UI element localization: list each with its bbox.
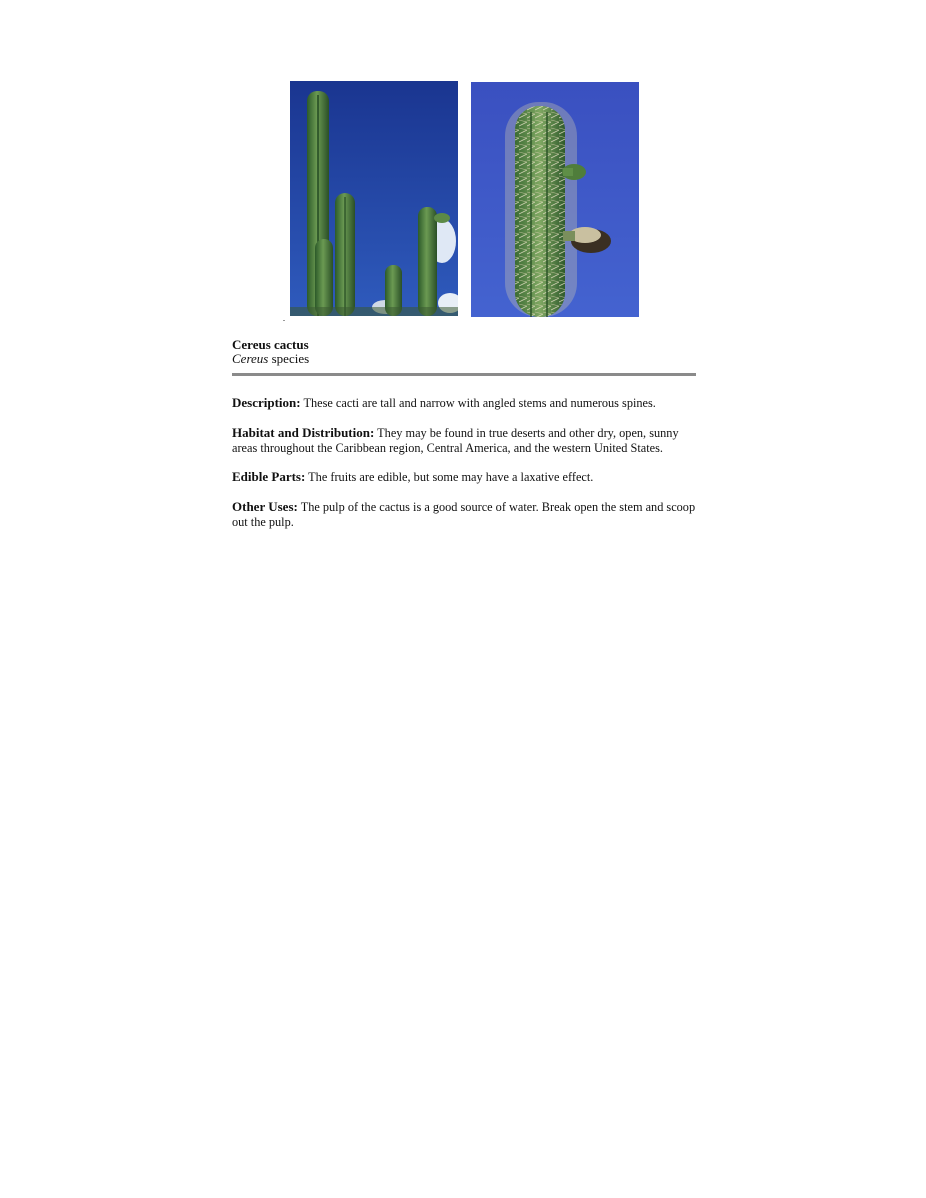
other-uses-text: The pulp of the cactus is a good source of water. Break open the stem and scoop out the pulp.	[232, 500, 696, 529]
other-uses-label: Other Uses:	[232, 499, 298, 514]
plant-heading	[232, 338, 702, 366]
habitat-paragraph	[232, 426, 698, 455]
scan-speck	[283, 320, 285, 321]
edible-parts-paragraph	[232, 470, 698, 485]
scientific-name	[232, 352, 702, 366]
cactus-closeup-photo	[471, 82, 639, 317]
other-uses-paragraph	[232, 500, 698, 529]
description-text: These cacti are tall and narrow with angled stems and numerous spines.	[300, 396, 656, 410]
cactus-group-illustration	[290, 81, 458, 316]
cactus-closeup-illustration	[471, 82, 639, 317]
cactus-photo-group	[290, 81, 458, 316]
heading-divider	[232, 373, 696, 376]
edible-parts-text: The fruits are edible, but some may have a laxative effect.	[305, 470, 594, 484]
habitat-label: Habitat and Distribution:	[232, 425, 375, 440]
description-paragraph	[232, 396, 698, 411]
habitat-text: They may be found in true deserts and other dry, open, sunny areas throughout the Caribbean region, Central America, and the western United States.	[232, 426, 679, 455]
description-label: Description:	[232, 395, 301, 410]
scientific-genus: Cereus	[232, 351, 269, 366]
common-name: Cereus cactus	[232, 337, 309, 352]
edible-parts-label: Edible Parts:	[232, 469, 306, 484]
scientific-suffix: species	[268, 351, 310, 366]
